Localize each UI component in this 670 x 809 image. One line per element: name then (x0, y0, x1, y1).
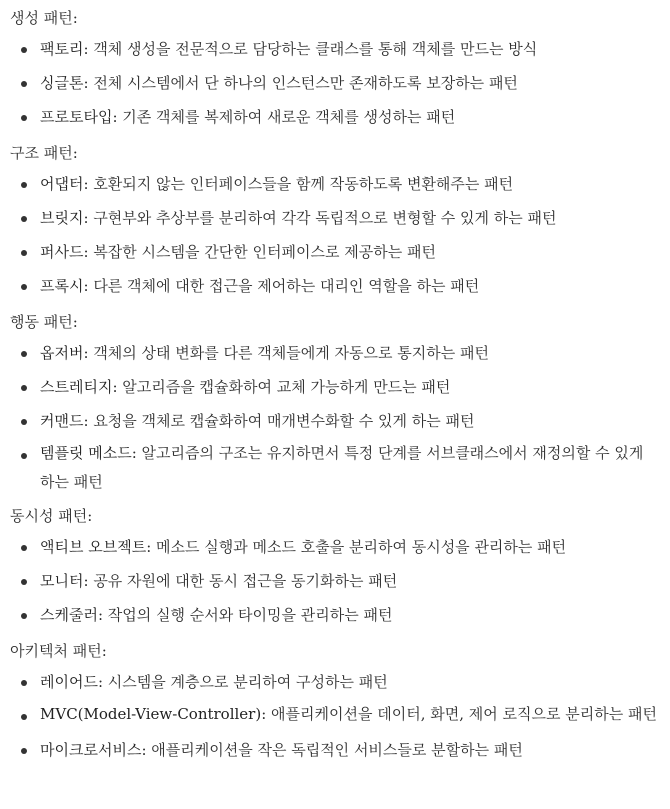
item-description: 알고리즘의 구조는 유지하면서 특정 단계를 서브클래스에서 재정의할 수 있게 하는 패턴 (40, 444, 644, 491)
list-item (10, 100, 660, 134)
list-item (10, 32, 660, 66)
item-separator: : (112, 378, 123, 396)
item-description: 애플리케이션을 작은 독립적인 서비스들로 분할하는 패턴 (151, 741, 523, 759)
list-item (10, 404, 660, 438)
bullet-icon (21, 419, 27, 425)
list-item (10, 167, 660, 201)
item-description: 복잡한 시스템을 간단한 인터페이스로 제공하는 패턴 (93, 243, 436, 261)
list-item (10, 564, 660, 598)
item-description: 알고리즘을 캡슐화하여 교체 가능하게 만드는 패턴 (122, 378, 451, 396)
list-item (10, 438, 660, 497)
bullet-icon (21, 47, 27, 53)
item-separator: : (83, 175, 94, 193)
list-item (10, 336, 660, 370)
list-item (10, 699, 660, 733)
item-term: 프로토타입 (40, 108, 113, 126)
item-description: 객체의 상태 변화를 다른 객체들에게 자동으로 통지하는 패턴 (93, 344, 489, 362)
bullet-icon (21, 453, 27, 459)
item-term: 마이크로서비스 (40, 741, 142, 759)
bullet-icon (21, 579, 27, 585)
item-separator: : (83, 209, 94, 227)
bullet-icon (21, 680, 27, 686)
section-list-behavioral (10, 336, 660, 497)
list-item (10, 530, 660, 564)
item-description: 다른 객체에 대한 접근을 제어하는 대리인 역할을 하는 패턴 (93, 277, 480, 295)
section-list-creational (10, 32, 660, 134)
bullet-icon (21, 351, 27, 357)
bullet-icon (21, 284, 27, 290)
item-separator: : (261, 705, 272, 723)
section-list-architectural (10, 665, 660, 767)
list-item (10, 235, 660, 269)
list-item (10, 370, 660, 404)
item-separator: : (83, 344, 94, 362)
item-term: 모니터 (40, 572, 84, 590)
list-item (10, 733, 660, 767)
item-description: 요청을 객체로 캡슐화하여 매개변수화할 수 있게 하는 패턴 (93, 412, 475, 430)
item-term: MVC(Model-View-Controller) (40, 705, 262, 723)
item-separator: : (97, 673, 108, 691)
item-term: 옵저버 (40, 344, 84, 362)
item-description: 시스템을 계층으로 분리하여 구성하는 패턴 (107, 673, 388, 691)
item-description: 애플리케이션을 데이터, 화면, 제어 로직으로 분리하는 패턴 (271, 705, 657, 723)
bullet-icon (21, 613, 27, 619)
list-item (10, 66, 660, 100)
list-item (10, 665, 660, 699)
item-description: 작업의 실행 순서와 타이밍을 관리하는 패턴 (107, 606, 393, 624)
item-separator: : (131, 444, 142, 462)
bullet-icon (21, 216, 27, 222)
item-separator: : (97, 606, 108, 624)
item-term: 액티브 오브젝트 (40, 538, 147, 556)
item-term: 템플릿 메소드 (40, 444, 132, 462)
item-description: 공유 자원에 대한 동시 접근을 동기화하는 패턴 (93, 572, 398, 590)
item-separator: : (83, 412, 94, 430)
bullet-icon (21, 714, 27, 720)
item-term: 싱글톤 (40, 74, 84, 92)
item-separator: : (83, 40, 94, 58)
section-title-architectural: 아키텍처 패턴: (10, 642, 107, 660)
section-list-concurrency (10, 530, 660, 632)
item-separator: : (83, 74, 94, 92)
item-term: 어댑터 (40, 175, 84, 193)
item-description: 메소드 실행과 메소드 호출을 분리하여 동시성을 관리하는 패턴 (156, 538, 567, 556)
section-title-creational: 생성 패턴: (10, 9, 78, 27)
bullet-icon (21, 748, 27, 754)
item-term: 스트레티지 (40, 378, 113, 396)
item-separator: : (141, 741, 152, 759)
item-description: 전체 시스템에서 단 하나의 인스턴스만 존재하도록 보장하는 패턴 (93, 74, 518, 92)
item-separator: : (83, 277, 94, 295)
item-separator: : (83, 243, 94, 261)
section-title-concurrency: 동시성 패턴: (10, 507, 93, 525)
item-description: 객체 생성을 전문적으로 담당하는 클래스를 통해 객체를 만드는 방식 (93, 40, 538, 58)
item-term: 레이어드 (40, 673, 98, 691)
item-separator: : (83, 572, 94, 590)
bullet-icon (21, 182, 27, 188)
item-term: 프록시 (40, 277, 84, 295)
list-item (10, 201, 660, 235)
bullet-icon (21, 250, 27, 256)
item-description: 구현부와 추상부를 분리하여 각각 독립적으로 변형할 수 있게 하는 패턴 (93, 209, 557, 227)
item-description: 기존 객체를 복제하여 새로운 객체를 생성하는 패턴 (122, 108, 456, 126)
item-term: 커맨드 (40, 412, 84, 430)
bullet-icon (21, 545, 27, 551)
bullet-icon (21, 385, 27, 391)
bullet-icon (21, 81, 27, 87)
bullet-icon (21, 115, 27, 121)
list-item (10, 598, 660, 632)
section-list-structural (10, 167, 660, 303)
list-item (10, 269, 660, 303)
item-term: 스케줄러 (40, 606, 98, 624)
section-title-structural: 구조 패턴: (10, 144, 78, 162)
section-title-behavioral: 행동 패턴: (10, 313, 78, 331)
item-description: 호환되지 않는 인터페이스들을 함께 작동하도록 변환해주는 패턴 (93, 175, 514, 193)
item-term: 퍼사드 (40, 243, 84, 261)
item-separator: : (112, 108, 123, 126)
item-term: 브릿지 (40, 209, 84, 227)
item-term: 팩토리 (40, 40, 84, 58)
item-separator: : (146, 538, 157, 556)
